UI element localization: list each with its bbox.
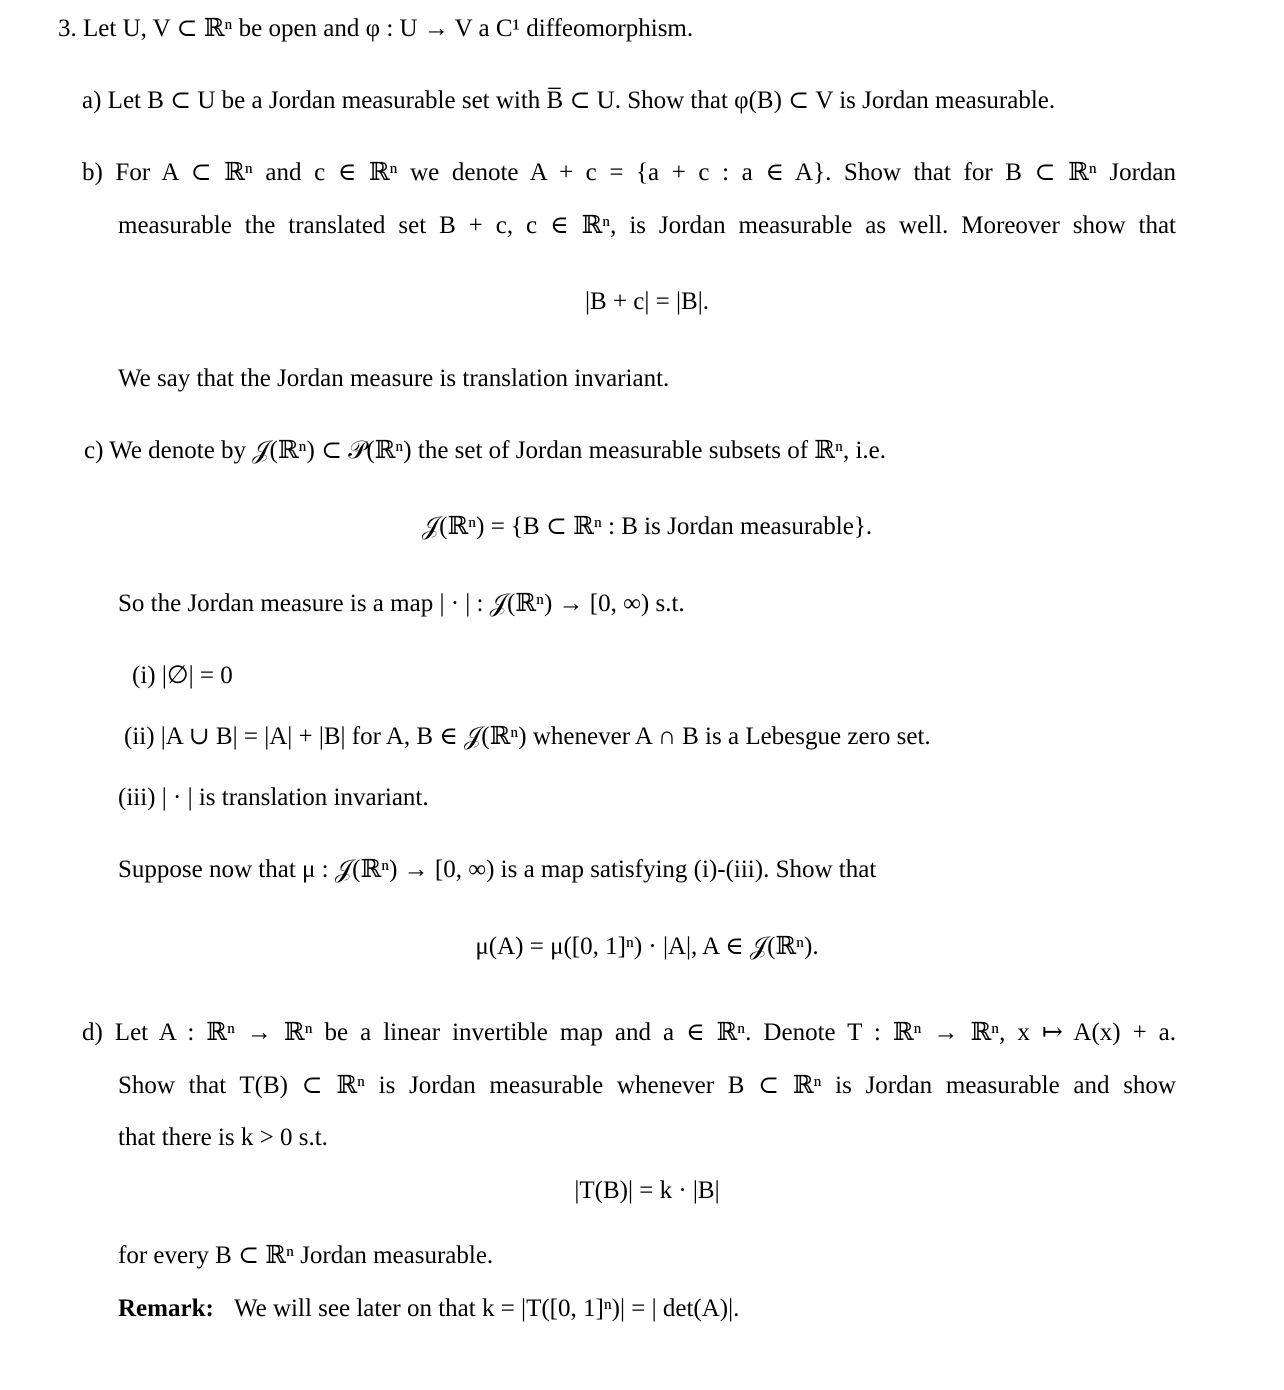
part-d-line-2: Show that T(B) ⊂ ℝⁿ is Jordan measurable whenever B ⊂ ℝⁿ is Jordan measurable and show — [118, 1072, 1176, 1099]
part-c-line-2: So the Jordan measure is a map | · | : 𝒥(ℝⁿ) → [0, ∞) s.t. — [118, 590, 685, 617]
remark — [118, 1294, 739, 1324]
exercise-title: 3. Let U, V ⊂ ℝⁿ be open and φ : U → V a C¹ diffeomorphism. — [58, 15, 694, 42]
part-a-text: a) Let B ⊂ U be a Jordan measurable set with B̅ ⊂ U. Show that φ(B) ⊂ V is Jordan measurable. — [82, 87, 1056, 114]
part-b-formula: |B + c| = |B|. — [585, 288, 709, 315]
part-d-line-4: for every B ⊂ ℝⁿ Jordan measurable. — [118, 1242, 494, 1269]
part-c-definition: 𝒥(ℝⁿ) = {B ⊂ ℝⁿ : B is Jordan measurable}. — [421, 513, 873, 540]
part-c-formula: μ(A) = μ([0, 1]ⁿ) · |A|, A ∈ 𝒥(ℝⁿ). — [475, 933, 819, 960]
part-b-note: We say that the Jordan measure is translation invariant. — [118, 365, 670, 392]
part-b-line-2: measurable the translated set B + c, c ∈ ℝⁿ, is Jordan measurable as well. Moreover show that — [118, 212, 1176, 239]
part-d-formula: |T(B)| = k · |B| — [574, 1177, 720, 1204]
part-d-line-3: that there is k > 0 s.t. — [118, 1124, 328, 1151]
part-c-line-1: c) We denote by 𝒥(ℝⁿ) ⊂ 𝒫(ℝⁿ) the set of Jordan measurable subsets of ℝⁿ, i.e. — [84, 437, 886, 464]
part-b-line-1: b) For A ⊂ ℝⁿ and c ∈ ℝⁿ we denote A + c = {a + c : a ∈ A}. Show that for B ⊂ ℝⁿ Jordan — [82, 159, 1176, 186]
part-c-item-i: (i) |∅| = 0 — [132, 662, 233, 689]
part-c-item-iii: (iii) | · | is translation invariant. — [118, 784, 429, 811]
part-c-line-3: Suppose now that μ : 𝒥(ℝⁿ) → [0, ∞) is a map satisfying (i)-(iii). Show that — [118, 856, 877, 883]
part-c-item-ii: (ii) |A ∪ B| = |A| + |B| for A, B ∈ 𝒥(ℝⁿ) whenever A ∩ B is a Lebesgue zero set. — [124, 723, 931, 750]
part-d-line-1: d) Let A : ℝⁿ → ℝⁿ be a linear invertible map and a ∈ ℝⁿ. Denote T : ℝⁿ → ℝⁿ, x ↦ A(x) + a. — [82, 1019, 1176, 1046]
remark-text: We will see later on that k = |T([0, 1]ⁿ)| = | det(A)|. — [234, 1295, 740, 1322]
remark-label: Remark: — [118, 1295, 214, 1322]
